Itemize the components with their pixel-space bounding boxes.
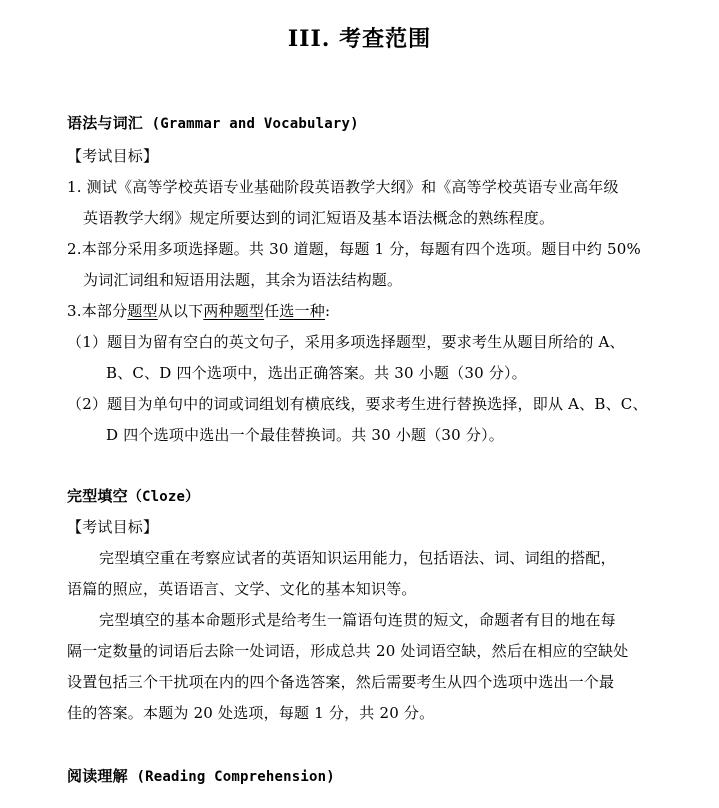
page-title: III. 考查范围 xyxy=(287,26,432,52)
paragraph-line: 1. 测试《高等学校英语专业基础阶段英语教学大纲》和《高等学校英语专业高年级 xyxy=(67,178,619,196)
section-heading-en: （Cloze） xyxy=(127,489,200,505)
option-line: （1）题目为留有空白的英文句子，采用多项选择题型，要求考生从题目所给的 A、 xyxy=(67,333,625,351)
section-heading-en: (Reading Comprehension) xyxy=(127,769,335,785)
section-heading-reading xyxy=(67,766,335,787)
paragraph-line: 隔一定数量的词语后去除一处词语，形成总共 20 处词语空缺，然后在相应的空缺处 xyxy=(67,642,629,660)
option-line: D 四个选项中选出一个最佳替换词。共 30 小题（30 分）。 xyxy=(106,426,504,444)
underlined-text: 两种题型 xyxy=(203,302,265,320)
paragraph-line: 完型填空的基本命题形式是给考生一篇语句连贯的短文，命题者有目的地在每 xyxy=(99,611,616,629)
paragraph-line: 语篇的照应，英语语言、文学、文化的基本知识等。 xyxy=(67,580,417,598)
item-3-prefix: 3.本部分 xyxy=(67,302,128,320)
section-heading-cloze xyxy=(67,486,199,507)
option-line: （2）题目为单句中的词或词组划有横底线，要求考生进行替换选择，即从 A、B、C、 xyxy=(67,395,648,413)
item-3-text: 任 xyxy=(264,302,280,320)
paragraph-line: 设置包括三个干扰项在内的四个备选答案，然后需要考生从四个选项中选出一个最 xyxy=(67,673,615,691)
paragraph-line: 英语教学大纲》规定所要达到的词汇短语及基本语法概念的熟练程度。 xyxy=(83,209,555,227)
paragraph-line: 佳的答案。本题为 20 处选项，每题 1 分，共 20 分。 xyxy=(67,704,435,722)
section-heading-cn: 阅读理解 xyxy=(67,767,128,785)
item-3-text: 从以下 xyxy=(157,302,204,320)
underlined-text: 选一种 xyxy=(279,302,325,320)
section-heading-grammar xyxy=(67,113,359,134)
objective-label: 【考试目标】 xyxy=(67,518,159,536)
item-3-line xyxy=(67,301,330,321)
paragraph-line: 为词汇词组和短语用法题，其余为语法结构题。 xyxy=(83,271,403,289)
section-heading-cn: 完型填空 xyxy=(67,487,128,505)
paragraph-line: 完型填空重在考察应试者的英语知识运用能力，包括语法、词、词组的搭配， xyxy=(99,549,616,567)
section-heading-cn: 语法与词汇 xyxy=(67,114,144,132)
paragraph-line: 2.本部分采用多项选择题。共 30 道题，每题 1 分，每题有四个选项。题目中约 50% xyxy=(67,240,641,258)
item-3-suffix: : xyxy=(324,302,331,320)
section-heading-en: (Grammar and Vocabulary) xyxy=(143,116,359,132)
underlined-text: 题型 xyxy=(127,302,158,320)
objective-label: 【考试目标】 xyxy=(67,147,159,165)
option-line: B、C、D 四个选项中，选出正确答案。共 30 小题（30 分）。 xyxy=(106,364,527,382)
